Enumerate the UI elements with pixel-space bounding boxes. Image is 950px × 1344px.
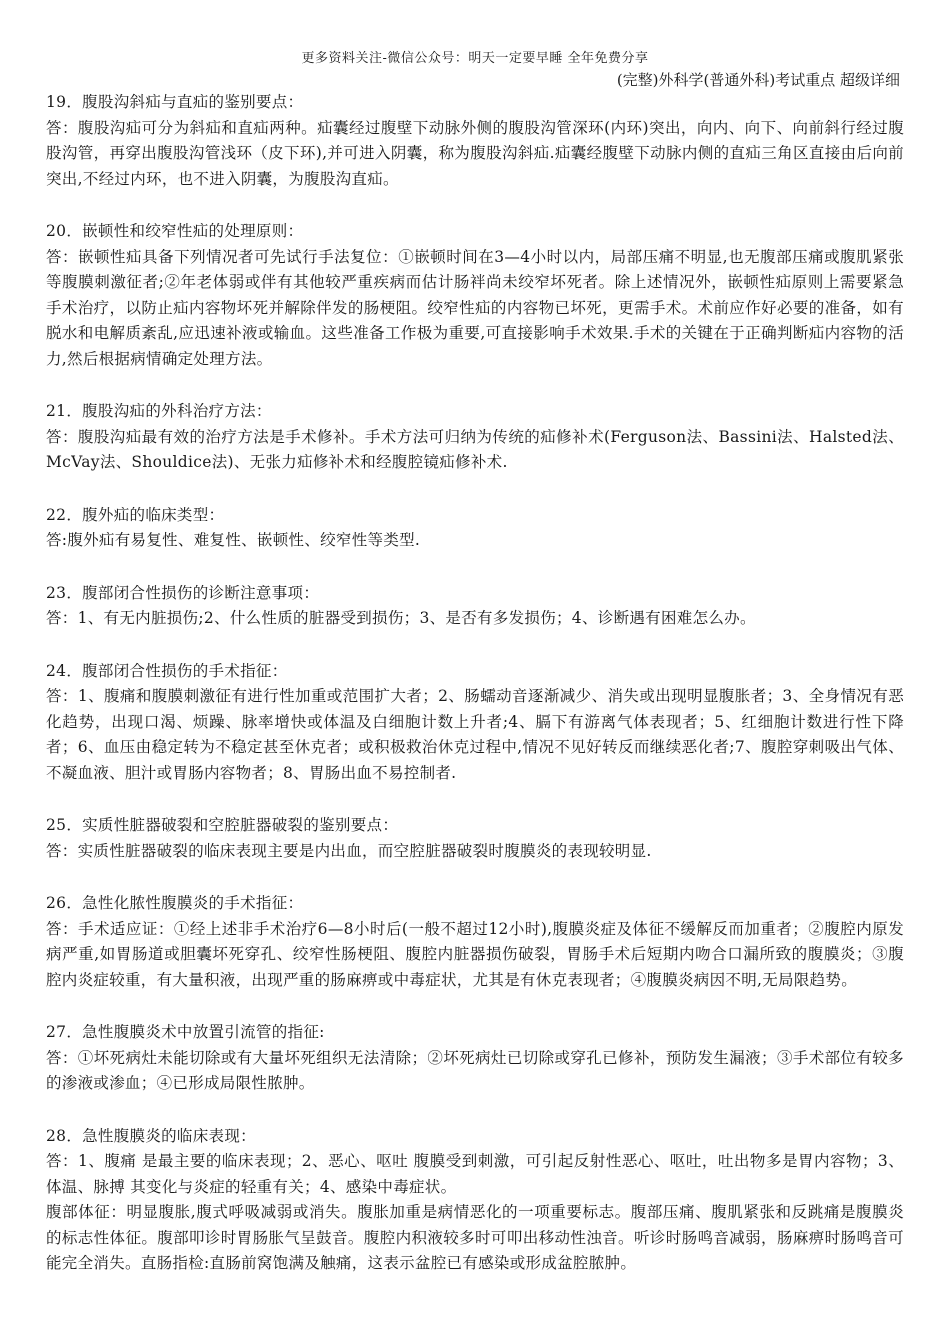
answer — [46, 1149, 904, 1277]
answer-paragraph: 答：1、腹痛 是最主要的临床表现；2、恶心、呕吐 腹膜受到刺激，可引起反射性恶心、呕吐，吐出物多是胃内容物；3、体温、脉搏 其变化与炎症的轻重有关；4、感染中毒症状。 — [46, 1152, 904, 1196]
answer — [46, 245, 904, 373]
qa-item-24 — [46, 659, 904, 787]
question: 23．腹部闭合性损伤的诊断注意事项： — [46, 583, 320, 602]
qa-item-20 — [46, 219, 904, 372]
answer-paragraph: 答：腹股沟疝可分为斜疝和直疝两种。疝囊经过腹壁下动脉外侧的腹股沟管深环(内环)突出，向内、向下、向前斜行经过腹股沟管，再穿出腹股沟管浅环（皮下环),并可进入阴囊，称为腹股沟斜疝.疝囊经腹壁下动脉内侧的直疝三角区直接由后向前突出,不经过内环，也不进入阴囊，为腹股沟直疝。 — [46, 118, 904, 188]
answer-paragraph: 答:腹外疝有易复性、难复性、嵌顿性、绞窄性等类型. — [46, 531, 421, 549]
answer-paragraph: 答：嵌顿性疝具备下列情况者可先试行手法复位：①嵌顿时间在3—4小时以内，局部压痛不明显,也无腹部压痛或腹肌紧张等腹膜刺激征者;②年老体弱或伴有其他较严重疾病而估计肠袢尚未绞窄坏死者。除上述情况外，嵌顿性疝原则上需要紧急手术治疗，以防止疝内容物坏死并解除伴发的肠梗阻。绞窄性疝的内容物已坏死，更需手术。术前应作好必要的准备，如有脱水和电解质紊乱,应迅速补液或输血。这些准备工作极为重要,可直接影响手术效果.手术的关键在于正确判断疝内容物的活力,然后根据病情确定处理方法。 — [46, 247, 904, 368]
answer — [46, 606, 904, 632]
answer-paragraph: 答：1、有无内脏损伤;2、什么性质的脏器受到损伤；3、是否有多发损伤；4、诊断遇有困难怎么办。 — [46, 609, 756, 627]
question: 27．急性腹膜炎术中放置引流管的指征: — [46, 1023, 325, 1041]
answer — [46, 839, 904, 865]
question: 19．腹股沟斜疝与直疝的鉴别要点： — [46, 93, 304, 111]
header-notice: 更多资料关注-微信公众号：明天一定要早睡 全年免费分享 — [301, 51, 649, 66]
answer — [46, 425, 904, 476]
document-title: (完整)外科学(普通外科)考试重点 超级详细 — [616, 71, 900, 89]
question: 21．腹股沟疝的外科治疗方法： — [46, 402, 272, 420]
qa-item-19 — [46, 90, 904, 192]
qa-item-27 — [46, 1020, 904, 1097]
answer — [46, 1046, 904, 1097]
question: 20．嵌顿性和绞窄性疝的处理原则： — [46, 222, 304, 240]
answer — [46, 116, 904, 193]
answer-paragraph: 答：1、腹痛和腹膜刺激征有进行性加重或范围扩大者；2、肠蠕动音逐渐减少、消失或出现明显腹胀者；3、全身情况有恶化趋势，出现口渴、烦躁、脉率增快或体温及白细胞计数上升者;4、膈下有游离气体表现者；5、红细胞计数进行性下降者；6、血压由稳定转为不稳定甚至休克者；或积极救治休克过程中,情况不见好转反而继续恶化者;7、腹腔穿刺吸出气体、不凝血液、胆汁或胃肠内容物者；8、胃肠出血不易控制者. — [46, 687, 904, 782]
answer — [46, 684, 904, 786]
question: 25．实质性脏器破裂和空腔脏器破裂的鉴别要点： — [46, 816, 399, 834]
answer-paragraph: 腹部体征：明显腹胀,腹式呼吸减弱或消失。腹胀加重是病情恶化的一项重要标志。腹部压痛、腹肌紧张和反跳痛是腹膜炎的标志性体征。腹部叩诊时胃肠胀气呈鼓音。腹腔内积液较多时可叩出移动性浊音。听诊时肠鸣音减弱，肠麻痹时肠鸣音可能完全消失。直肠指检:直肠前窝饱满及触痛，这表示盆腔已有感染或形成盆腔脓肿。 — [46, 1203, 904, 1272]
answer — [46, 917, 904, 994]
question: 24．腹部闭合性损伤的手术指征： — [46, 661, 288, 680]
answer — [46, 528, 904, 554]
answer-paragraph: 答：腹股沟疝最有效的治疗方法是手术修补。手术方法可归纳为传统的疝修补术(Ferguson法、Bassini法、Halsted法、McVay法、Shouldice法)、无张力疝修补术和经腹腔镜疝修补术. — [46, 427, 904, 471]
qa-item-26 — [46, 891, 904, 993]
question: 22．腹外疝的临床类型： — [46, 505, 225, 524]
question: 26．急性化脓性腹膜炎的手术指征： — [46, 894, 304, 912]
qa-item-25 — [46, 813, 904, 864]
answer-paragraph: 答：实质性脏器破裂的临床表现主要是内出血，而空腔脏器破裂时腹膜炎的表现较明显. — [46, 841, 652, 860]
qa-item-23 — [46, 581, 904, 632]
qa-list — [46, 90, 904, 1277]
question: 28．急性腹膜炎的临床表现： — [46, 1126, 256, 1145]
answer-paragraph: 答：①坏死病灶未能切除或有大量坏死组织无法清除；②坏死病灶已切除或穿孔已修补，预防发生漏液；③手术部位有较多的渗液或渗血；④已形成局限性脓肿。 — [46, 1048, 904, 1092]
qa-item-21 — [46, 399, 904, 476]
qa-item-28 — [46, 1124, 904, 1277]
qa-item-22 — [46, 503, 904, 554]
answer-paragraph: 答：手术适应证：①经上述非手术治疗6—8小时后(一般不超过12小时),腹膜炎症及体征不缓解反而加重者；②腹腔内原发病严重,如胃肠道或胆囊坏死穿孔、绞窄性肠梗阻、腹腔内脏器损伤破裂，胃肠手术后短期内吻合口漏所致的腹膜炎；③腹腔内炎症较重，有大量积液，出现严重的肠麻痹或中毒症状，尤其是有休克表现者；④腹膜炎病因不明,无局限趋势。 — [46, 919, 904, 989]
